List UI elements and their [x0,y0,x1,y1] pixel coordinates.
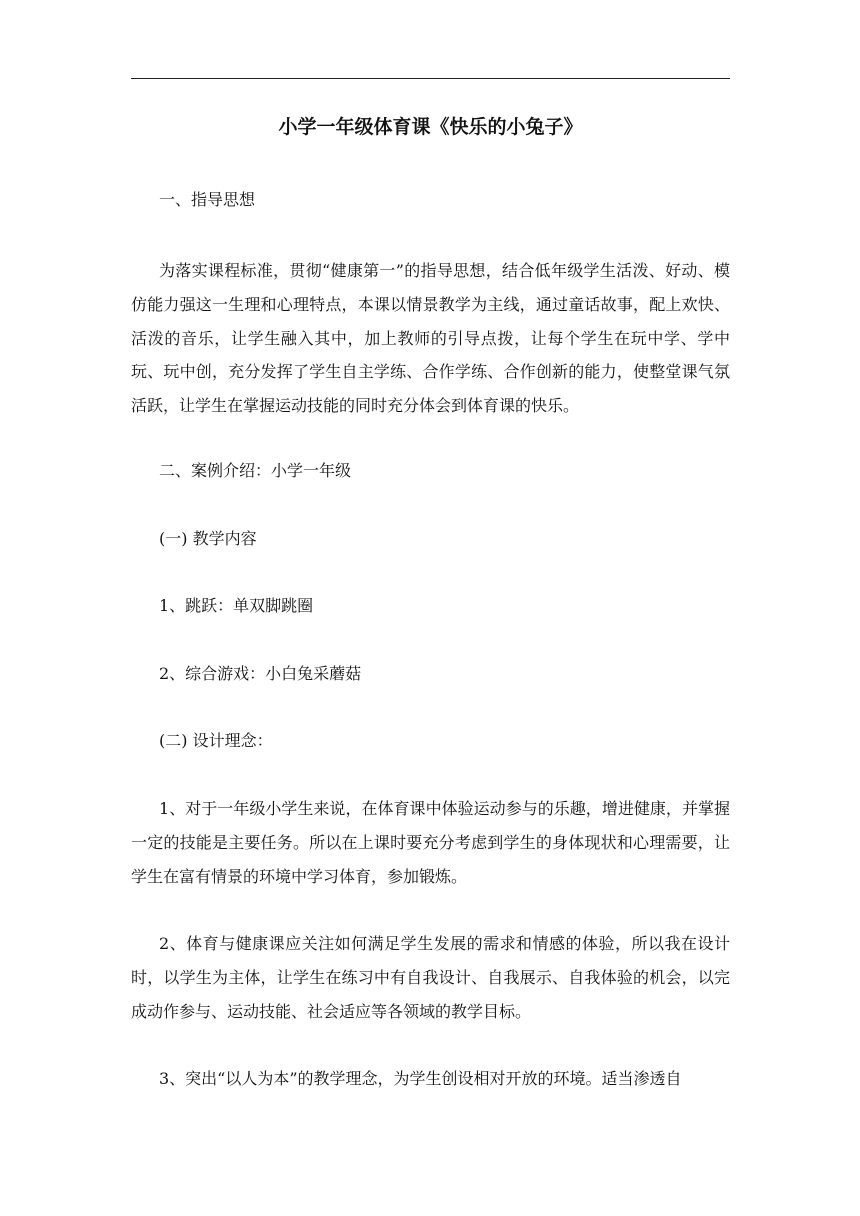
section-heading-case-intro: 二、案例介绍：小学一年级 [159,461,352,480]
header-rule [131,78,730,79]
guiding-thought-paragraph: 为落实课程标准，贯彻“健康第一”的指导思想，结合低年级学生活泼、好动、模仿能力强这一生理和心理特点，本课以情景教学为主线，通过童话故事，配上欢快、活泼的音乐，让学生融入其中，加上教师的引导点拨，让每个学生在玩中学、学中玩、玩中创，充分发挥了学生自主学练、合作学练、合作创新的能力，使整堂课气氛活跃，让学生在掌握运动技能的同时充分体会到体育课的快乐。 [131,261,730,416]
content-item-game: 2、综合游戏：小白兔采蘑菇 [159,664,362,683]
section-heading-guiding-thought: 一、指导思想 [159,190,256,209]
subheading-teaching-content: (一) 教学内容 [159,529,257,548]
design-concept-paragraph-3: 3、突出“以人为本”的教学理念，为学生创设相对开放的环境。适当渗透自 [159,1069,682,1088]
design-concept-paragraph-2: 2、体育与健康课应关注如何满足学生发展的需求和情感的体验，所以我在设计时，以学生为主体，让学生在练习中有自我设计、自我展示、自我体验的机会，以完成动作参与、运动技能、社会适应等各领域的教学目标。 [131,934,730,1021]
content-item-jumping: 1、跳跃：单双脚跳圈 [159,596,314,615]
design-concept-paragraph-1: 1、对于一年级小学生来说，在体育课中体验运动参与的乐趣，增进健康，并掌握一定的技能是主要任务。所以在上课时要充分考虑到学生的身体现状和心理需要，让学生在富有情景的环境中学习体育，参加锻炼。 [131,799,730,886]
subheading-design-concept: (二) 设计理念： [159,731,273,750]
document-title: 小学一年级体育课《快乐的小兔子》 [278,116,583,138]
